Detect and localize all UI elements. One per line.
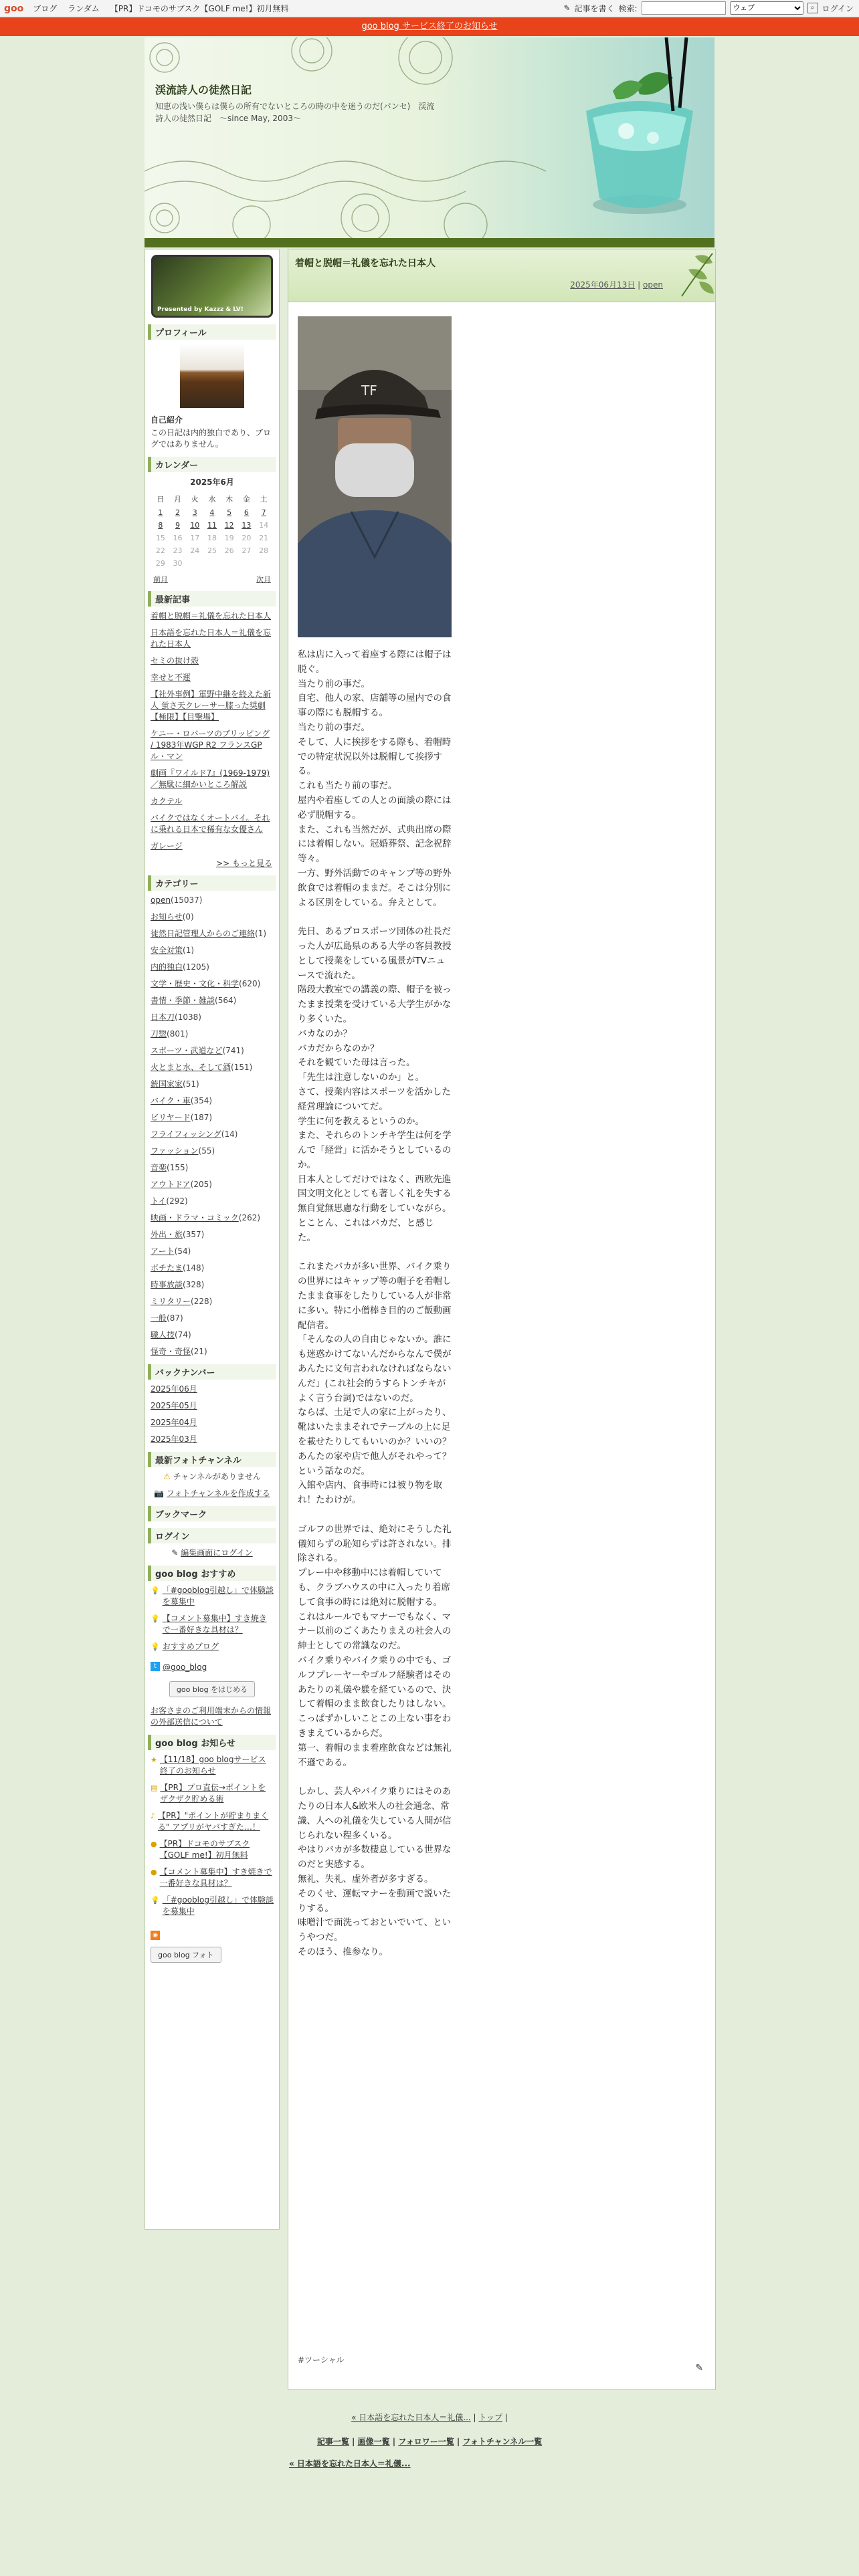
post-photo[interactable] xyxy=(298,316,452,637)
footer-link-photochannels[interactable]: フォトチャンネル一覧 xyxy=(462,2437,543,2446)
category-item xyxy=(151,1263,274,1274)
category-item xyxy=(151,1162,274,1174)
category-count: (801) xyxy=(167,1029,189,1039)
category-count: (205) xyxy=(190,1180,212,1189)
category-item xyxy=(151,895,274,906)
news-heading: goo blog お知らせ xyxy=(148,1735,276,1750)
category-link[interactable]: 刀惣 xyxy=(151,1029,167,1039)
category-link[interactable]: 文学・歴史・文化・科学 xyxy=(151,979,240,988)
category-count: (55) xyxy=(198,1146,215,1156)
category-link[interactable]: お知らせ xyxy=(151,912,183,922)
calendar-day[interactable]: 11 xyxy=(207,521,217,530)
calendar-day: 22 xyxy=(155,546,165,555)
category-item xyxy=(151,1196,274,1207)
dessert-glass-image xyxy=(586,37,693,214)
goo-blog-photo-button[interactable]: goo blog フォト xyxy=(151,1947,221,1963)
search-icon[interactable]: ⌕ xyxy=(807,3,818,13)
category-count: (1205) xyxy=(183,962,209,972)
category-item xyxy=(151,1129,274,1140)
category-link[interactable]: アート xyxy=(151,1247,175,1256)
category-link[interactable]: ファッション xyxy=(151,1146,199,1156)
pr-icon: ● xyxy=(151,1840,157,1848)
news-link[interactable]: 【11/18】goo blogサービス終了のお知らせ xyxy=(159,1755,266,1776)
backnumber-link[interactable]: 2025年05月 xyxy=(151,1401,197,1410)
photochannel-create xyxy=(151,1488,274,1499)
category-link[interactable]: 徒然日記管理人からのご連絡 xyxy=(151,929,256,938)
category-count: (54) xyxy=(174,1247,191,1256)
category-item xyxy=(151,1179,274,1190)
calendar-heading: カレンダー xyxy=(148,457,276,472)
category-item xyxy=(151,962,274,973)
category-item xyxy=(151,1212,274,1224)
recent-post-link[interactable]: セミの抜け殻 xyxy=(151,656,199,665)
category-link[interactable]: 火とまと水、そして酒 xyxy=(151,1063,231,1072)
calendar-day[interactable]: 8 xyxy=(158,521,163,530)
category-link[interactable]: 時事放談 xyxy=(151,1280,183,1289)
prev-post-block xyxy=(289,2458,411,2469)
recent-post-link[interactable]: ガレージ xyxy=(151,841,183,851)
category-count: (1) xyxy=(255,929,267,938)
notice-link[interactable]: goo blog サービス終了のお知らせ xyxy=(361,21,498,31)
news-link[interactable]: 【PR】"ポイントが貯まりまくる" アプリがヤバすぎた…！ xyxy=(158,1811,269,1832)
category-count: (51) xyxy=(183,1079,199,1089)
calendar-day: 19 xyxy=(224,534,234,542)
post-tag[interactable]: #ツーシャル xyxy=(298,2355,345,2365)
category-count: (155) xyxy=(167,1163,189,1172)
recommend-heading: goo blog おすすめ xyxy=(148,1566,276,1581)
goo-logo[interactable]: goo xyxy=(4,3,24,14)
category-link[interactable]: ボチたま xyxy=(151,1263,183,1273)
blog-title[interactable]: 渓流詩人の徒然日記 xyxy=(155,84,252,96)
start-blog-wrap xyxy=(148,1681,276,1697)
pr-icon: ▤ xyxy=(151,1784,158,1792)
category-link[interactable]: 内的独白 xyxy=(151,962,183,972)
calendar-day[interactable]: 1 xyxy=(158,508,163,517)
camera-icon: 📷 xyxy=(154,1489,165,1498)
category-item xyxy=(151,995,274,1006)
recommend-link[interactable]: おすすめブログ xyxy=(162,1642,219,1651)
category-link[interactable]: ビリヤード xyxy=(151,1113,191,1122)
nav-separator: | xyxy=(502,2413,508,2422)
calendar-day[interactable]: 6 xyxy=(244,508,249,517)
login-box xyxy=(148,1528,276,1559)
pencil-icon: ✎ xyxy=(171,1548,179,1558)
post-navigation xyxy=(145,2411,714,2423)
recommend-link[interactable]: 【コメント募集中】すき焼きで一番好きな具材は？ xyxy=(162,1614,267,1634)
calendar-day[interactable]: 7 xyxy=(261,508,266,517)
start-blog-button[interactable]: goo blog をはじめる xyxy=(169,1681,255,1697)
footer-link-images[interactable]: 画像一覧 xyxy=(357,2437,390,2446)
leaf-decoration xyxy=(668,249,715,302)
category-link[interactable]: 職人技 xyxy=(151,1330,175,1339)
calendar-day: 29 xyxy=(155,559,165,568)
category-item xyxy=(151,1346,274,1358)
category-link[interactable]: 日本刀 xyxy=(151,1012,175,1022)
profile-avatar[interactable] xyxy=(180,344,244,408)
calendar-day: 25 xyxy=(207,546,217,555)
backnumber-link[interactable]: 2025年06月 xyxy=(151,1384,197,1394)
login-edit-link[interactable]: 編集画面にログイン xyxy=(181,1548,253,1558)
category-link[interactable]: アウトドア xyxy=(151,1180,191,1189)
recent-post-link[interactable]: カクテル xyxy=(151,796,183,806)
category-link[interactable]: 映画・ドラマ・コミック xyxy=(151,1213,239,1222)
category-item xyxy=(151,1279,274,1291)
category-count: (620) xyxy=(239,979,261,988)
recent-posts-box xyxy=(148,591,276,869)
bookmark-box xyxy=(148,1506,276,1521)
category-item xyxy=(151,1146,274,1157)
profile-intro-text: この日記は内的独白であり、ブログではありません。 xyxy=(151,428,272,449)
news-item xyxy=(151,1782,274,1805)
category-item xyxy=(151,1095,274,1107)
photochannel-heading: 最新フォトチャンネル xyxy=(148,1452,276,1467)
top-link[interactable]: トップ xyxy=(478,2413,503,2422)
category-item xyxy=(151,1246,274,1257)
footer-links: 記事一覧 | 画像一覧 | フォロワー一覧 | フォトチャンネル一覧 xyxy=(316,2437,543,2446)
write-post-link[interactable]: 記事を書く xyxy=(574,3,615,13)
category-count: (228) xyxy=(191,1297,213,1306)
news-item xyxy=(151,1810,274,1833)
recommend-item xyxy=(151,1641,274,1652)
category-count: (15037) xyxy=(170,895,203,905)
news-box xyxy=(148,1735,276,1963)
category-link[interactable]: 安全対策 xyxy=(151,946,183,955)
calendar-day: 20 xyxy=(242,534,252,542)
recommend-item xyxy=(151,1613,274,1636)
calendar-day[interactable]: 3 xyxy=(192,508,197,517)
calendar-box xyxy=(148,457,276,584)
topbar-link-blog[interactable]: ブログ xyxy=(33,4,58,13)
calendar-weekday: 月 xyxy=(174,495,182,504)
category-link[interactable]: 書情・季節・雑談 xyxy=(151,996,215,1005)
person-with-cap-image xyxy=(298,316,452,637)
recommend-item xyxy=(151,1585,274,1608)
profile-box xyxy=(148,324,276,450)
recent-post-link[interactable]: 劇画『ワイルド7』(1969-1979)／無駄に細かいところ解説 xyxy=(151,768,270,789)
photochannel-empty-text: チャンネルがありません xyxy=(173,1472,261,1481)
calendar-day: 17 xyxy=(190,534,200,542)
search-input[interactable] xyxy=(642,1,726,15)
category-item xyxy=(151,1329,274,1341)
lightbulb-icon: 💡 xyxy=(151,1586,160,1595)
category-item xyxy=(151,1229,274,1241)
blog-description: 知恵の浅い僕らは僕らの所有でないところの時の中を迷うのだ(パンセ) 渓流詩人の徒然日記 ～since May, 2003～ xyxy=(155,102,435,123)
photo-button-wrap xyxy=(151,1947,274,1963)
calendar-day: 24 xyxy=(190,546,200,555)
post-category[interactable]: open xyxy=(643,280,663,290)
category-item xyxy=(151,1029,274,1040)
category-link[interactable]: 銃国家家 xyxy=(151,1079,183,1089)
category-item xyxy=(151,911,274,923)
calendar-day xyxy=(186,557,203,570)
login-item xyxy=(151,1547,274,1559)
category-count: (87) xyxy=(167,1313,183,1323)
comment-icon: ● xyxy=(151,1868,157,1876)
calendar-day[interactable]: 5 xyxy=(227,508,232,517)
category-item xyxy=(151,1112,274,1123)
calendar-day[interactable]: 9 xyxy=(175,521,181,530)
category-count: (262) xyxy=(238,1213,261,1222)
category-link[interactable]: トイ xyxy=(151,1196,167,1206)
lightbulb-icon: 💡 xyxy=(151,1614,160,1623)
calendar-day: 30 xyxy=(173,559,183,568)
recent-post-link[interactable]: 幸せと不運 xyxy=(151,673,191,682)
profile-heading: プロフィール xyxy=(148,324,276,340)
recent-post-link[interactable]: ケニー・ロバーツのブリッピング / 1983年WGP R2 フランスGP ル・マン xyxy=(151,729,270,761)
category-count: (148) xyxy=(183,1263,205,1273)
category-count: (564) xyxy=(215,996,237,1005)
category-count: (14) xyxy=(221,1130,238,1139)
category-count: (357) xyxy=(183,1230,205,1239)
category-count: (187) xyxy=(190,1113,213,1122)
banner-caption: Presented by Kazzz & LV! xyxy=(157,306,244,313)
post-body: 私は店に入って着座する際には帽子は脱ぐ。 当たり前の事だ。 自宅、他人の家、店舗等の屋内での食事の際にも脱帽する。 当たり前の事だ。 そして、人に挨拶をする際も、着帽時での特定状況以外は脱帽して挨拶する。 これも当たり前の事だ。 屋内や着座しての人との面談の際には必ず脱帽する。 また、これも当然だが、式典出席の際には着帽しない。冠婚葬祭、記念祝辞等々。 一方、野外活動でのキャンプ等の野外飲食では着帽のままだ。そこは分別による区別をしている。弁えとして。 先日、あるプロスポーツ団体の社長だった人が広島県のある大学の客員教授として授業をしている風景がTVニュースで流れた。 階段大教室での講義の際、帽子を被ったまま授業を受けている大学生がかなり多くいた。 バカなのか？ バカだからなのか？ それを観ていた母は言った。 「先生は注意しないのか」と。 さて、授業内容はスポーツを活かした経営理論についてだ。 学生に何を教えるというのか。 また、それらのトンチキ学生は何を学んで「経営」に活かそうとしているのか。 日本人としてだけではなく、西欧先進国文明文化としても著しく礼を失する無自覚無思慮な行動をしていながら。 とことん、これはバカだ、と感じた。 これまたバカが多い世界、バイク乗りの世界にはキャップ等の帽子を着帽したまま食事をしたりしている人が非常に多い。特に小僧棒き目的のご飯動画配信者。 「そんなの人の自由じゃないか。誰にも迷惑かけてないんだからなんで僕があんたに文句言われなければならないんだ」(これ社会的うすらトンチキがよく言う台詞)ではないのだ。 ならば、土足で人の家に上がったり、靴はいたままそれでテーブルの上に足を載せたりしてもいいのか？いいの？あんたの家や店で他人がそれやって？ という話なのだ。 入館や店内、食事時には被り物を取れ！たわけが。 ゴルフの世界では、絶対にそうした礼儀知らずの恥知らずは許されない。排除される。 プレー中や移動中には着帽していても、クラブハウスの中に入ったり着席して食事の時には絶対に脱帽する。 これはルールでもマナーでもなく、マナー以前のごくあたりまえの社会人の紳士としての常識なのだ。 バイク乗りやバイク乗りの中でも、ゴルフプレーヤーやゴルフ経験者はそのあたりの礼儀や躾を経ているので、決して着帽のまま飲食したりはしない。 こっぱずかしいことこの上ない事をわきまえているからだ。 第一、着帽のまま着座飲食などは無礼不遜である。 しかし、芸人やバイク乗りにはそのあたりの日本人&欧米人の社会通念、常識、人への礼儀を失している人間が信じられない程多くいる。 やはりバカが多数棲息している世界なのだと実感する。 無礼、失礼、虚外者が多すぎる。 そのくせ、運転マナーを動画で説いたりする。 味噌汁で面洗っておといでいて、というやつだ。 そのほう、推参なり。 xyxy=(298,649,452,1957)
recent-post-link[interactable]: 着帽と脱帽＝礼儀を忘れた日本人 xyxy=(151,611,272,621)
twitter-link[interactable]: @goo_blog xyxy=(163,1662,207,1672)
category-item xyxy=(151,1012,274,1023)
pencil-icon[interactable]: ✎ xyxy=(563,3,571,13)
footer-link-posts[interactable]: 記事一覧 xyxy=(316,2437,349,2446)
category-link[interactable]: 音楽 xyxy=(151,1163,167,1172)
category-link[interactable]: スポーツ・武道など xyxy=(151,1046,223,1055)
header-decoration xyxy=(145,37,714,238)
recent-post-link[interactable]: 【社外事例】軍野中継を終えた新人 蛍さ天クレーサー膝った奨劇【極限】【目撃場】 xyxy=(151,689,272,722)
lightbulb-icon: 💡 xyxy=(151,1896,160,1905)
category-item xyxy=(151,1296,274,1307)
calendar-day[interactable]: 12 xyxy=(224,521,234,530)
photochannel-box xyxy=(148,1452,276,1499)
news-link[interactable]: 「#gooblog引越し」で体験談を募集中 xyxy=(162,1895,274,1916)
topbar-link-random[interactable]: ランダム xyxy=(68,4,100,13)
search-label: 検索: xyxy=(618,3,638,13)
calendar-day: 23 xyxy=(173,546,183,555)
category-link[interactable]: open xyxy=(151,895,171,905)
category-link[interactable]: フライフィッシング xyxy=(151,1130,221,1139)
calendar-day[interactable]: 2 xyxy=(175,508,181,517)
category-count: (151) xyxy=(231,1063,253,1072)
rss-icon[interactable]: ◉ xyxy=(151,1931,160,1940)
category-item xyxy=(151,1045,274,1057)
calendar-day: 14 xyxy=(259,521,269,530)
banner-image xyxy=(151,255,273,318)
sidebar-banner xyxy=(148,255,276,318)
warning-icon: ⚠ xyxy=(163,1472,171,1481)
top-bar xyxy=(0,0,859,17)
calendar-weekday: 火 xyxy=(191,495,199,504)
calendar-day: 18 xyxy=(207,534,217,542)
calendar-weekday: 金 xyxy=(242,495,250,504)
photochannel-create-link[interactable]: フォトチャンネルを作成する xyxy=(167,1489,270,1498)
pr-icon: ♪ xyxy=(151,1812,156,1820)
bookmark-heading: ブックマーク xyxy=(148,1506,276,1521)
category-item xyxy=(151,945,274,956)
news-item xyxy=(151,1838,274,1861)
calendar-day[interactable]: 10 xyxy=(190,521,200,530)
topbar-right xyxy=(563,1,854,15)
category-item xyxy=(151,1079,274,1090)
backnumber-box xyxy=(148,1364,276,1445)
news-link[interactable]: 【コメント募集中】すき焼きで一番好きな具材は？ xyxy=(159,1867,272,1888)
calendar-weekday: 土 xyxy=(260,495,268,504)
calendar-day[interactable]: 4 xyxy=(209,508,215,517)
photochannel-empty xyxy=(151,1471,274,1483)
calendar-day: 15 xyxy=(155,534,165,542)
category-link[interactable]: 外出・旅 xyxy=(151,1230,183,1239)
category-count: (21) xyxy=(191,1347,207,1356)
recent-more-link[interactable]: >> もっと見る xyxy=(216,859,272,868)
recent-posts-heading: 最新記事 xyxy=(148,591,276,607)
calendar-weekday: 木 xyxy=(225,495,233,504)
calendar-day xyxy=(255,557,272,570)
search-scope-select[interactable] xyxy=(730,1,803,15)
nav-separator: | xyxy=(470,2413,479,2422)
post-meta-separator: | xyxy=(638,280,641,290)
star-icon: ★ xyxy=(151,1755,157,1764)
category-count: (292) xyxy=(166,1196,188,1206)
calendar-table xyxy=(152,492,272,570)
prev-entry-link[interactable]: « 日本語を忘れた日本人＝礼儀... xyxy=(351,2413,471,2422)
calendar-month: 2025年6月 xyxy=(190,477,234,487)
calendar-day: 21 xyxy=(259,534,269,542)
blog-header xyxy=(145,37,714,247)
category-count: (328) xyxy=(183,1280,205,1289)
category-link[interactable]: ミリタリー xyxy=(151,1297,191,1306)
category-count: (74) xyxy=(175,1330,191,1339)
profile-intro-label: 自己紹介 xyxy=(151,415,183,425)
twitter-icon: t xyxy=(151,1662,160,1671)
lightbulb-icon: 💡 xyxy=(151,1642,160,1651)
post-date[interactable]: 2025年06月13日 xyxy=(570,280,636,290)
edit-pencil-icon[interactable]: ✎ xyxy=(695,2363,703,2373)
calendar-day xyxy=(203,557,221,570)
svg-text:TF: TF xyxy=(361,383,377,399)
news-item xyxy=(151,1895,274,1917)
backnumber-link[interactable]: 2025年04月 xyxy=(151,1418,197,1427)
calendar-day xyxy=(221,557,238,570)
calendar-day: 28 xyxy=(259,546,269,555)
category-item xyxy=(151,978,274,990)
category-item xyxy=(151,1313,274,1324)
category-count: (741) xyxy=(222,1046,244,1055)
topbar-link-pr[interactable]: 【PR】ドコモのサブスク【GOLF me!】初月無料 xyxy=(110,4,289,13)
category-link[interactable]: 怪奇・奇怪 xyxy=(151,1347,191,1356)
recent-post-link[interactable]: バイクではなくオートバイ。それに乗れる日本で稀有な女優さん xyxy=(151,813,270,834)
calendar-day xyxy=(238,557,256,570)
rss-wrap xyxy=(151,1929,274,1940)
category-item xyxy=(151,1062,274,1073)
calendar-nav xyxy=(153,574,271,584)
external-send-info-link[interactable]: お客さまのご利用端末からの情報の外部送信について xyxy=(151,1706,272,1727)
calendar-day[interactable]: 13 xyxy=(242,521,252,530)
category-box xyxy=(148,875,276,1358)
news-item xyxy=(151,1866,274,1889)
category-link[interactable]: バイク・車 xyxy=(151,1096,191,1105)
calendar-day: 27 xyxy=(242,546,252,555)
login-heading: ログイン xyxy=(148,1528,276,1543)
calendar-next-link[interactable]: 次月 xyxy=(256,575,271,584)
backnumber-heading: バックナンバー xyxy=(148,1364,276,1380)
post-meta xyxy=(570,279,663,290)
recommend-link[interactable]: 「#gooblog引越し」で体験談を募集中 xyxy=(162,1586,274,1606)
post-title[interactable]: 着帽と脱帽＝礼儀を忘れた日本人 xyxy=(295,258,436,269)
post-header xyxy=(288,249,715,302)
category-count: (354) xyxy=(190,1096,213,1105)
recommend-box xyxy=(148,1566,276,1728)
calendar-day: 26 xyxy=(224,546,234,555)
calendar-weekday: 水 xyxy=(208,495,216,504)
post-article xyxy=(288,249,716,2390)
recent-post-link[interactable]: 日本語を忘れた日本人＝礼儀を忘れた日本人 xyxy=(151,628,272,649)
news-item xyxy=(151,1754,274,1777)
prev-post-link[interactable]: « 日本語を忘れた日本人＝礼儀... xyxy=(289,2459,411,2468)
news-link[interactable]: 【PR】ドコモのサブスク【GOLF me!】初月無料 xyxy=(159,1839,250,1860)
category-item xyxy=(151,928,274,940)
category-heading: カテゴリー xyxy=(148,875,276,891)
footer-link-followers[interactable]: フォロワー一覧 xyxy=(398,2437,454,2446)
backnumber-link[interactable]: 2025年03月 xyxy=(151,1434,197,1444)
calendar-prev-link[interactable]: 前月 xyxy=(153,575,168,584)
category-count: (1038) xyxy=(175,1012,201,1022)
category-count: (0) xyxy=(182,912,194,922)
category-count: (1) xyxy=(183,946,195,955)
category-link[interactable]: 一般 xyxy=(151,1313,167,1323)
twitter-item xyxy=(151,1662,274,1673)
news-link[interactable]: 【PR】プロ直伝→ポイントをザクザク貯める術 xyxy=(160,1783,266,1804)
calendar-day: 16 xyxy=(173,534,183,542)
sidebar xyxy=(145,249,280,2230)
calendar-weekday: 日 xyxy=(157,495,165,504)
login-link[interactable]: ログイン xyxy=(822,3,854,13)
notice-bar xyxy=(0,17,859,36)
